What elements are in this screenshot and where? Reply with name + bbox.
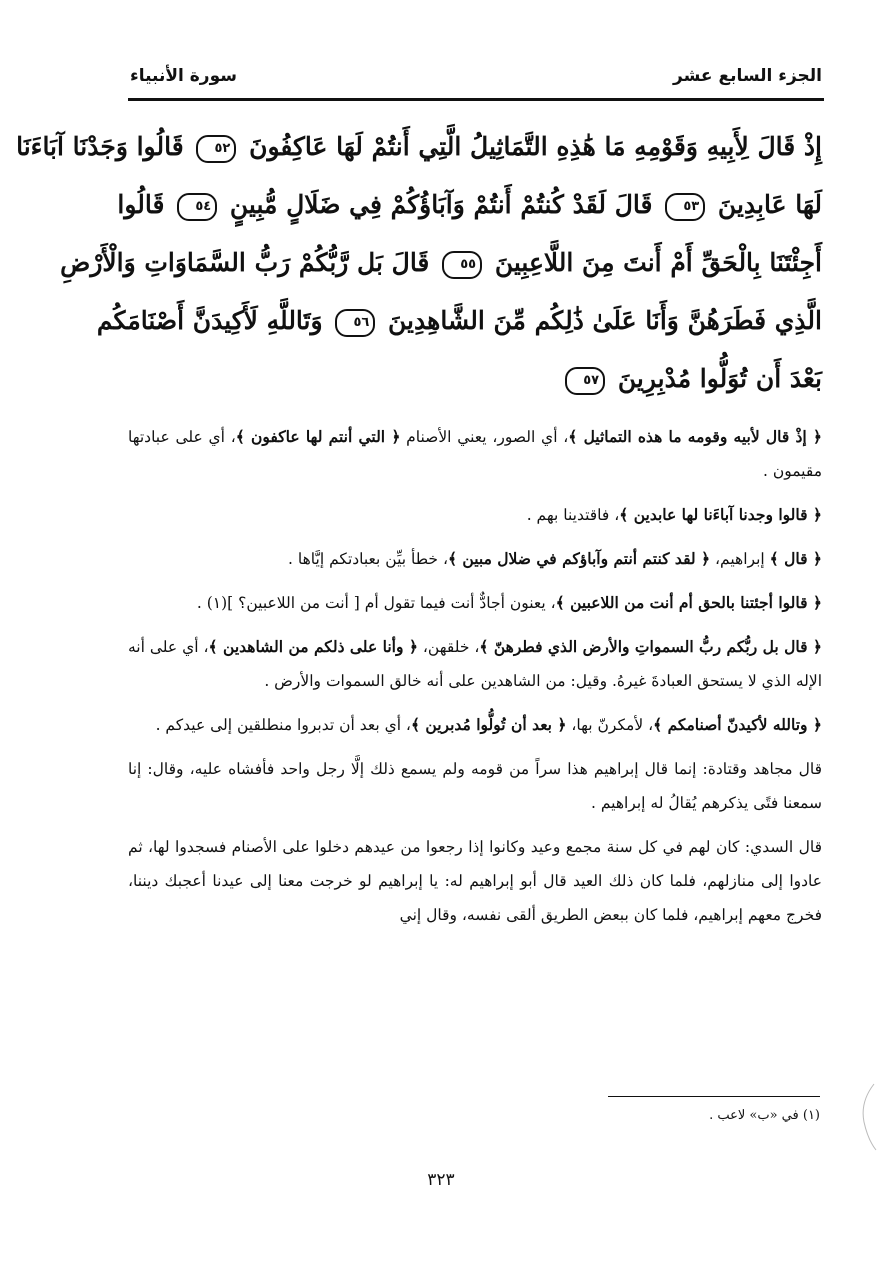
quoted-verse: ﴿ قالوا وجدنا آباءَنا لها عابدين ﴾ bbox=[619, 505, 822, 524]
ayah-marker: ٥٤ bbox=[177, 193, 217, 221]
page-number: ٣٢٣ bbox=[427, 1170, 455, 1190]
tafsir-paragraph bbox=[128, 586, 822, 620]
quoted-verse: ﴿ وأنا على ذلكم من الشاهدين ﴾ bbox=[208, 637, 418, 656]
verse-line bbox=[16, 118, 822, 176]
part-label: الجزء السابع عشر bbox=[673, 66, 822, 86]
verse-text: قَالَ بَل رَّبُّكُمْ رَبُّ السَّمَاوَاتِ وَالْأَرْضِ bbox=[60, 248, 430, 277]
commentary: ، أي على أنه الإله الذي لا يستحق العبادةَ غيرهُ. وقيل: من الشاهدين على أنه خالق السموات والأرض . bbox=[128, 638, 822, 690]
tafsir-paragraph bbox=[128, 542, 822, 576]
commentary: ، أي الصور، يعني الأصنام bbox=[400, 428, 569, 446]
commentary: ، يعنون أجادٌّ أنت فيما تقول أم [ أنت من اللاعبين؟ ](١) . bbox=[196, 594, 556, 612]
page-edge-mark bbox=[858, 1082, 878, 1152]
verse-text: الَّذِي فَطَرَهُنَّ وَأَنَا عَلَىٰ ذَٰلِكُم مِّنَ الشَّاهِدِينَ bbox=[388, 306, 822, 335]
ayah-marker: ٥٣ bbox=[665, 193, 705, 221]
verse-text: لَهَا عَابِدِينَ bbox=[717, 190, 822, 219]
commentary: قال مجاهد وقتادة: إنما قال إبراهيم هذا سراً من قومه ولم يسمع ذلك إلَّا رجل واحد فأفشاه عليه، وقال: إنا سمعنا فتًى يذكرهم يُقالُ له إبراهيم . bbox=[128, 760, 822, 812]
verse-text: أَجِئْتَنَا بِالْحَقِّ أَمْ أَنتَ مِنَ اللَّاعِبِينَ bbox=[494, 248, 822, 277]
ayah-marker: ٥٢ bbox=[196, 135, 236, 163]
surah-label: سورة الأنبياء bbox=[130, 66, 237, 86]
verse-line bbox=[60, 234, 822, 292]
quoted-verse: ﴿ وتالله لأكيدنّ أصنامكم ﴾ bbox=[653, 715, 822, 734]
commentary: ، خلقهن، bbox=[417, 638, 480, 656]
verse-text: إِذْ قَالَ لِأَبِيهِ وَقَوْمِهِ مَا هَٰذِهِ التَّمَاثِيلُ الَّتِي أَنتُمْ لَهَا عَاكِفُونَ bbox=[249, 132, 822, 161]
verse-text: وَتَاللَّهِ لَأَكِيدَنَّ أَصْنَامَكُم bbox=[96, 306, 323, 335]
commentary: ، خطأ بيِّن بعبادتكم إيَّاها . bbox=[288, 550, 448, 568]
tafsir-paragraph bbox=[128, 752, 822, 820]
commentary: ، أي على عبادتها مقيمون . bbox=[128, 428, 822, 480]
verse-text: قَالَ لَقَدْ كُنتُمْ أَنتُمْ وَآبَاؤُكُمْ فِي ضَلَالٍ مُّبِينٍ bbox=[229, 190, 653, 219]
commentary: قال السدي: كان لهم في كل سنة مجمع وعيد وكانوا إذا رجعوا من عيدهم دخلوا على الأصنام فسجدوا لها، ثم عادوا إلى منازلهم، فلما كان ذلك العيد قال أبو إبراهيم له: يا إبراهيم لو خرجت معنا إلى عيدنا أعجبك ديننا، فخرج معهم إبراهيم، فلما كان ببعض الطريق ألقى نفسه، وقال إني bbox=[128, 838, 822, 924]
tafsir-paragraph bbox=[128, 630, 822, 698]
verse-line bbox=[128, 350, 822, 408]
tafsir-paragraph bbox=[128, 708, 822, 742]
quoted-verse: ﴿ لقد كنتم أنتم وآباؤكم في ضلال مبين ﴾ bbox=[447, 549, 711, 568]
footnote: (١) في «ب» لاعب . bbox=[709, 1108, 820, 1123]
header-rule bbox=[128, 98, 824, 101]
commentary: ، فاقتدينا بهم . bbox=[526, 506, 620, 524]
page-header bbox=[130, 58, 822, 94]
commentary: ، أي بعد أن تدبروا منطلقين إلى عيدكم . bbox=[155, 716, 411, 734]
verse-text: قَالُوا bbox=[117, 190, 165, 219]
ayah-marker: ٥٧ bbox=[565, 367, 605, 395]
tafsir-paragraph bbox=[128, 830, 822, 932]
verse-text: قَالُوا وَجَدْنَا آبَاءَنَا bbox=[16, 132, 184, 161]
verse-line bbox=[96, 292, 822, 350]
verse-line bbox=[117, 176, 822, 234]
quoted-verse: ﴿ بعد أن تُولُّوا مُدبرين ﴾ bbox=[410, 715, 567, 734]
commentary: إبراهيم، bbox=[710, 550, 770, 568]
tafsir-paragraph bbox=[128, 498, 822, 532]
quoted-verse: ﴿ قالوا أجئتنا بالحق أم أنت من اللاعبين ﴾ bbox=[555, 593, 822, 612]
tafsir-body bbox=[128, 420, 822, 942]
quoted-verse: ﴿ قال بل ربُّكم ربُّ السمواتِ والأرض الذي فطرهنّ ﴾ bbox=[479, 637, 823, 656]
quoted-verse: ﴿ إذْ قال لأبيه وقومه ما هذه التماثيل ﴾ bbox=[568, 427, 823, 446]
ayah-marker: ٥٦ bbox=[335, 309, 375, 337]
quran-verses bbox=[16, 118, 822, 408]
quoted-verse: ﴿ قال ﴾ bbox=[769, 549, 822, 568]
quoted-verse: ﴿ التي أنتم لها عاكفون ﴾ bbox=[235, 427, 401, 446]
footnote-rule bbox=[608, 1096, 820, 1097]
tafsir-paragraph bbox=[128, 420, 822, 488]
verse-text: بَعْدَ أَن تُوَلُّوا مُدْبِرِينَ bbox=[617, 364, 822, 393]
ayah-marker: ٥٥ bbox=[442, 251, 482, 279]
commentary: ، لأمكرنّ بها، bbox=[566, 716, 654, 734]
